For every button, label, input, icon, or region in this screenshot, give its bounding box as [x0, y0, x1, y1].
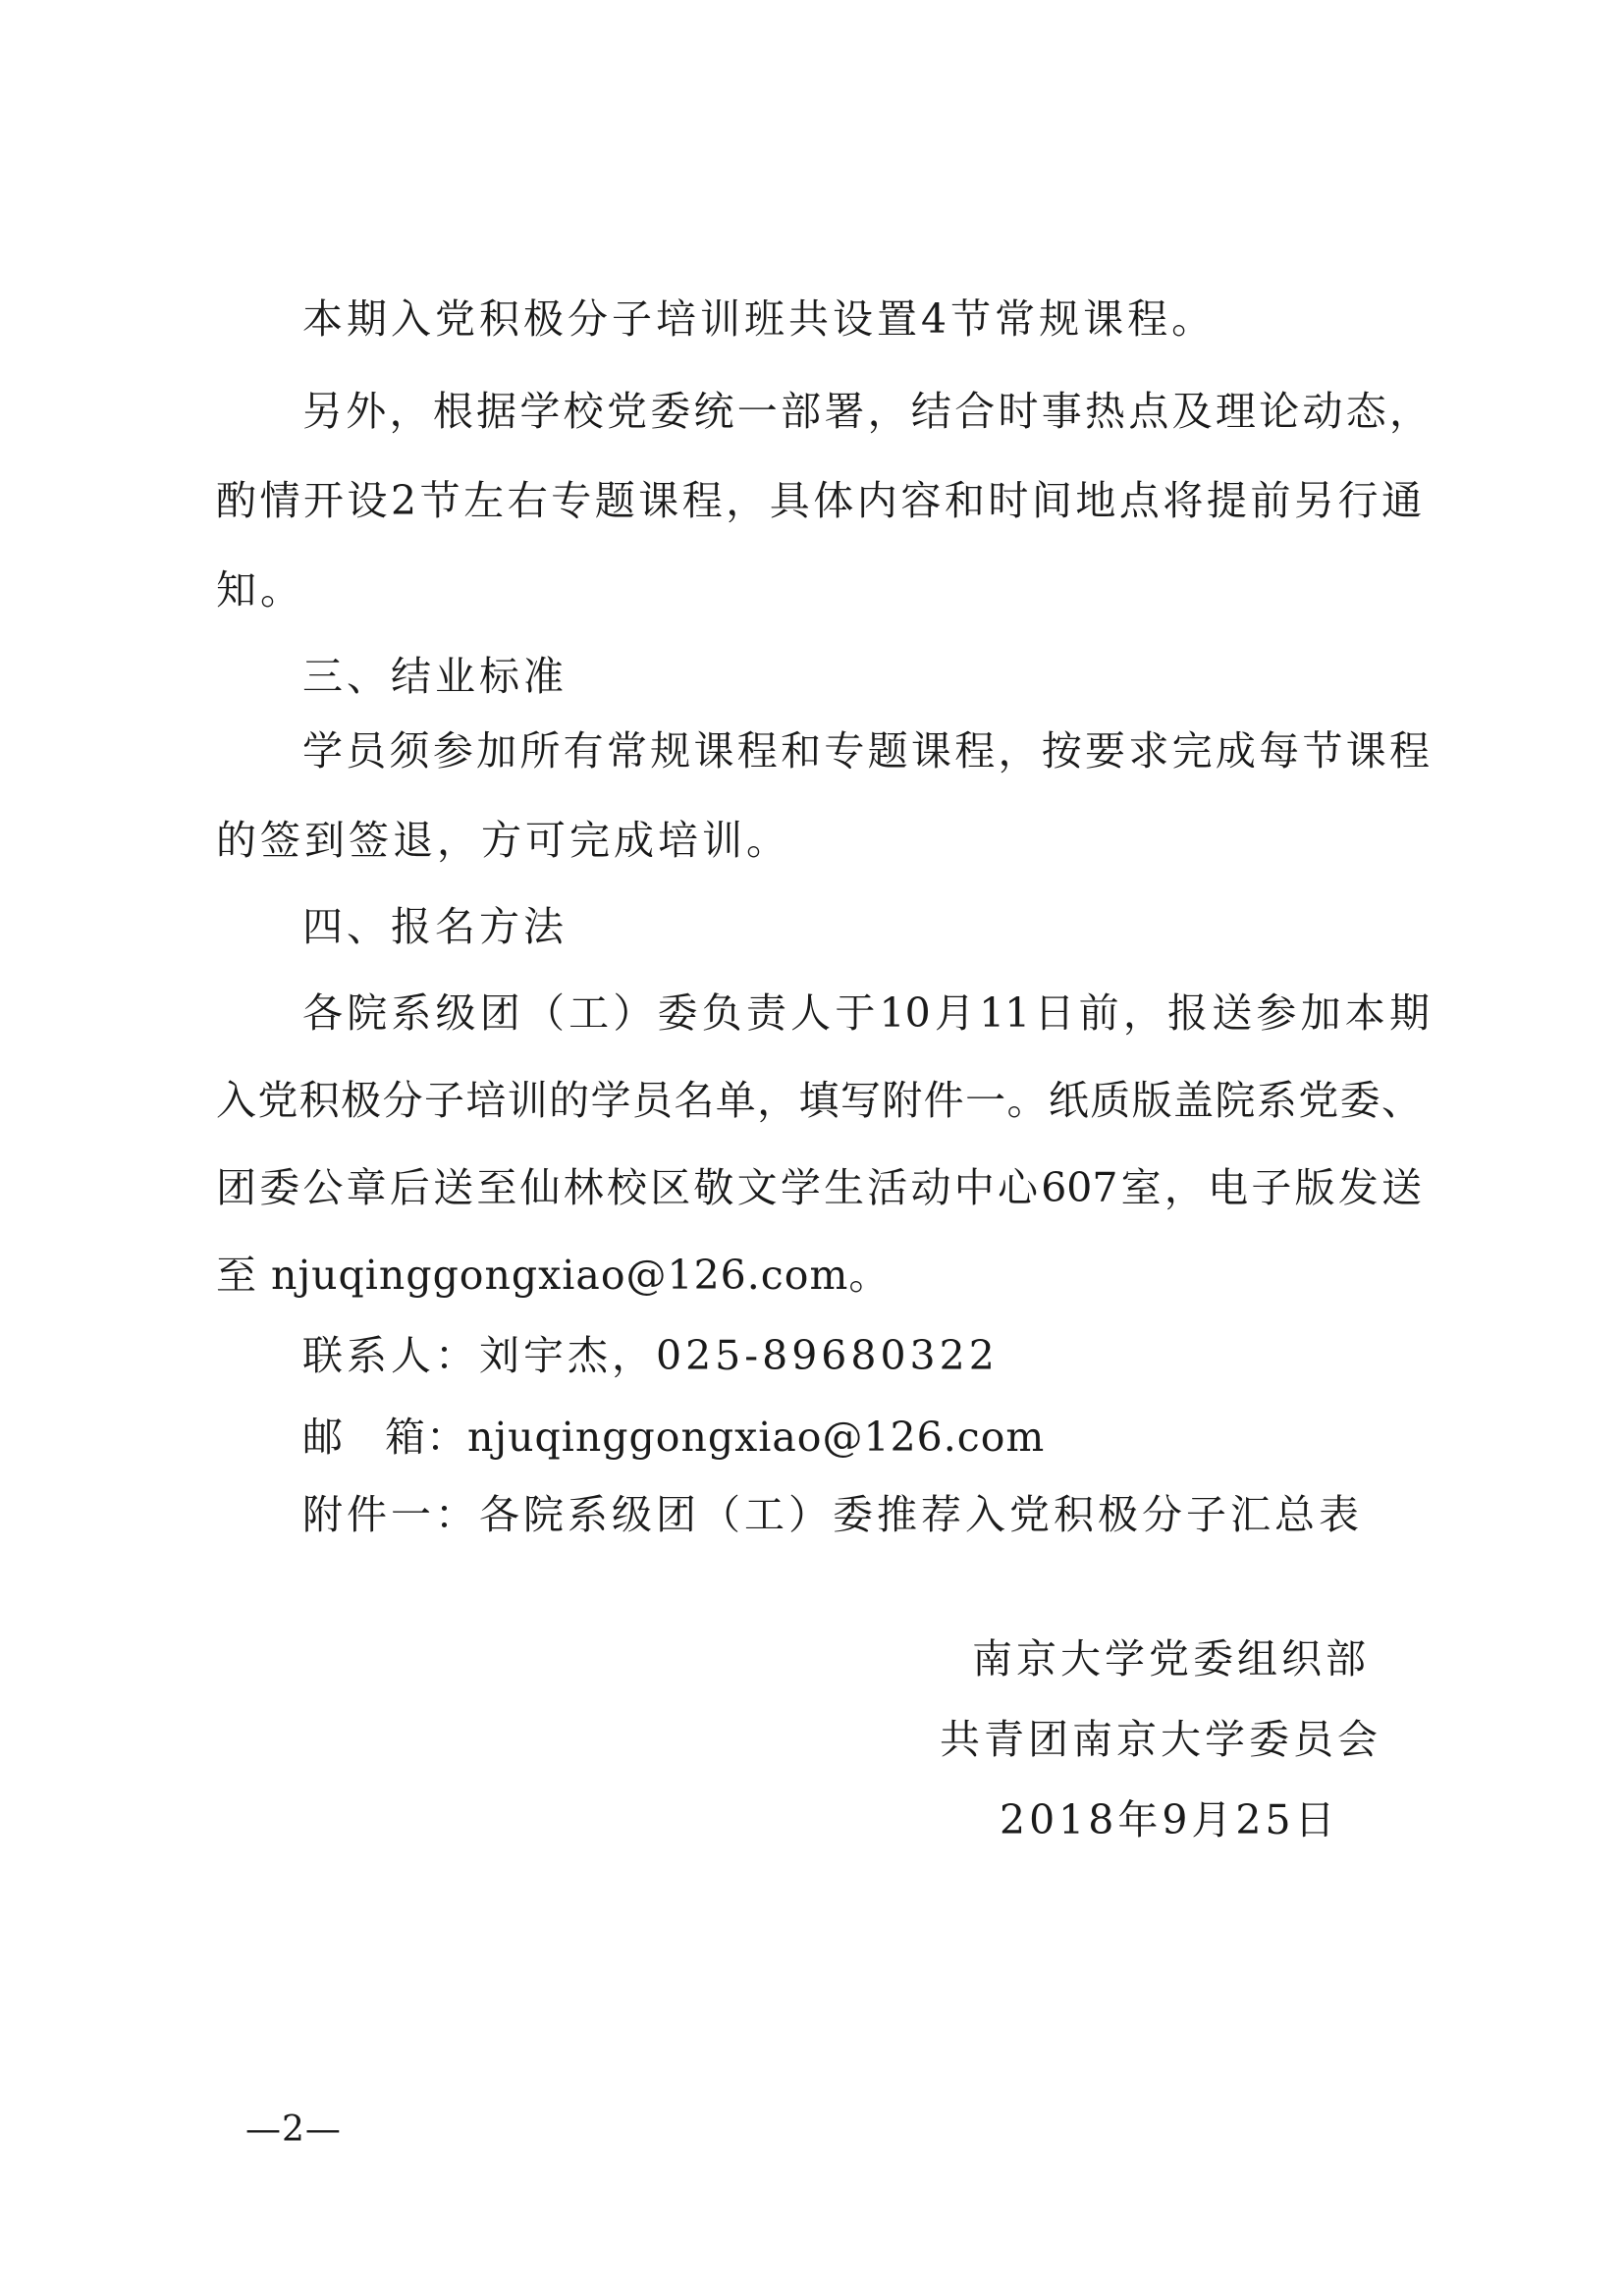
paragraph-special-line-3: 知。: [216, 566, 304, 614]
signature-org-party: 南京大学党委组织部: [972, 1635, 1370, 1682]
paragraph-registration-line-1: 各院系级团（工）委负责人于10月11日前，报送参加本期: [302, 989, 1430, 1037]
paragraph-standard-line-2: 的签到签退，方可完成培训。: [216, 817, 790, 864]
heading-completion-standard: 三、结业标准: [302, 653, 568, 700]
contact-person: 联系人：刘宇杰，025-89680322: [302, 1332, 999, 1379]
page-number: —2—: [245, 2109, 342, 2150]
paragraph-registration-line-4: 至 njuqinggongxiao@126.com。: [216, 1252, 891, 1299]
paragraph-special-line-1: 另外，根据学校党委统一部署，结合时事热点及理论动态，: [302, 388, 1430, 435]
paragraph-registration-line-2: 入党积极分子培训的学员名单，填写附件一。纸质版盖院系党委、: [216, 1077, 1422, 1124]
paragraph-courses: 本期入党积极分子培训班共设置4节常规课程。: [302, 295, 1217, 343]
paragraph-registration-line-3: 团委公章后送至仙林校区敬文学生活动中心607室，电子版发送: [216, 1164, 1422, 1211]
signature-org-league: 共青团南京大学委员会: [940, 1716, 1381, 1763]
signature-date: 2018年9月25日: [1000, 1796, 1339, 1843]
contact-email: 邮 箱：njuqinggongxiao@126.com: [302, 1414, 1046, 1461]
paragraph-special-line-2: 酌情开设2节左右专题课程，具体内容和时间地点将提前另行通: [216, 477, 1422, 524]
paragraph-standard-line-1: 学员须参加所有常规课程和专题课程，按要求完成每节课程: [302, 727, 1430, 774]
attachment-note: 附件一：各院系级团（工）委推荐入党积极分子汇总表: [302, 1491, 1363, 1538]
heading-registration-method: 四、报名方法: [302, 903, 568, 950]
